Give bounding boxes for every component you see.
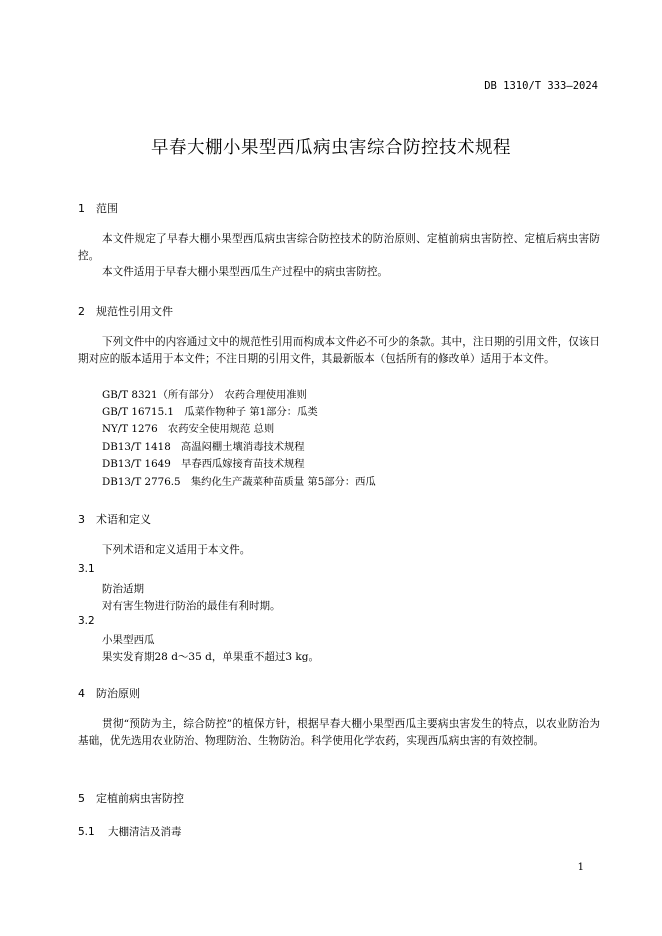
section-number: 2 bbox=[78, 305, 85, 318]
section-4-paragraph-1: 贯彻“预防为主，综合防控”的植保方针，根据早春大棚小果型西瓜主要病虫害发生的特点，以农业防治为基础，优先选用农业防治、物理防治、生物防治。科学使用化学农药，实现西瓜病虫害的有效控制。 bbox=[78, 718, 600, 747]
subsection-title: 大棚清洁及消毒 bbox=[108, 826, 182, 838]
section-2-paragraph-1: 下列文件中的内容通过文中的规范性引用而构成本文件必不可少的条款。其中，注日期的引用文件，仅该日期对应的版本适用于本文件；不注日期的引用文件，其最新版本（包括所有的修改单）适用于本文件。 bbox=[78, 336, 600, 365]
section-1-heading bbox=[78, 200, 118, 216]
section-title: 定植前病虫害防控 bbox=[96, 792, 184, 805]
section-3-heading bbox=[78, 511, 151, 527]
reference-item: GB/T 8321（所有部分） 农药合理使用准则 bbox=[102, 389, 307, 401]
section-title: 范围 bbox=[96, 202, 118, 215]
section-1-paragraph-1: 本文件规定了早春大棚小果型西瓜病虫害综合防控技术的防治原则、定植前病虫害防控、定植后病虫害防控。 bbox=[78, 233, 600, 262]
section-number: 1 bbox=[78, 202, 85, 215]
section-title: 防治原则 bbox=[96, 687, 140, 700]
section-number: 3 bbox=[78, 513, 85, 526]
page-number: 1 bbox=[577, 862, 584, 873]
reference-item: GB/T 16715.1 瓜菜作物种子 第1部分：瓜类 bbox=[102, 406, 318, 418]
section-5-heading bbox=[78, 790, 184, 806]
document-code: DB 1310/T 333—2024 bbox=[484, 80, 598, 92]
term-definition: 对有害生物进行防治的最佳有利时期。 bbox=[102, 600, 281, 612]
section-title: 规范性引用文件 bbox=[96, 305, 173, 318]
reference-item: DB13/T 1649 早春西瓜嫁接育苗技术规程 bbox=[102, 458, 305, 470]
reference-item: NY/T 1276 农药安全使用规范 总则 bbox=[102, 423, 275, 435]
section-2-heading bbox=[78, 303, 173, 319]
section-number: 4 bbox=[78, 687, 85, 700]
section-3-paragraph-1: 下列术语和定义适用于本文件。 bbox=[102, 544, 251, 556]
reference-item: DB13/T 2776.5 集约化生产蔬菜种苗质量 第5部分：西瓜 bbox=[102, 476, 376, 488]
section-4-heading bbox=[78, 685, 140, 701]
section-number: 5 bbox=[78, 792, 85, 805]
term-number: 3.1 bbox=[78, 563, 95, 575]
reference-item: DB13/T 1418 高温闷棚土壤消毒技术规程 bbox=[102, 441, 305, 453]
term-definition: 果实发育期28 d～35 d，单果重不超过3 kg。 bbox=[102, 651, 319, 663]
subsection-number: 5.1 bbox=[78, 826, 95, 838]
section-title: 术语和定义 bbox=[96, 513, 151, 526]
document-title: 早春大棚小果型西瓜病虫害综合防控技术规程 bbox=[151, 138, 511, 158]
term-name: 防治适期 bbox=[102, 583, 144, 595]
section-1-paragraph-2: 本文件适用于早春大棚小果型西瓜生产过程中的病虫害防控。 bbox=[102, 266, 389, 278]
subsection-5-1-heading bbox=[78, 824, 182, 839]
term-number: 3.2 bbox=[78, 615, 95, 627]
term-name: 小果型西瓜 bbox=[102, 634, 155, 646]
